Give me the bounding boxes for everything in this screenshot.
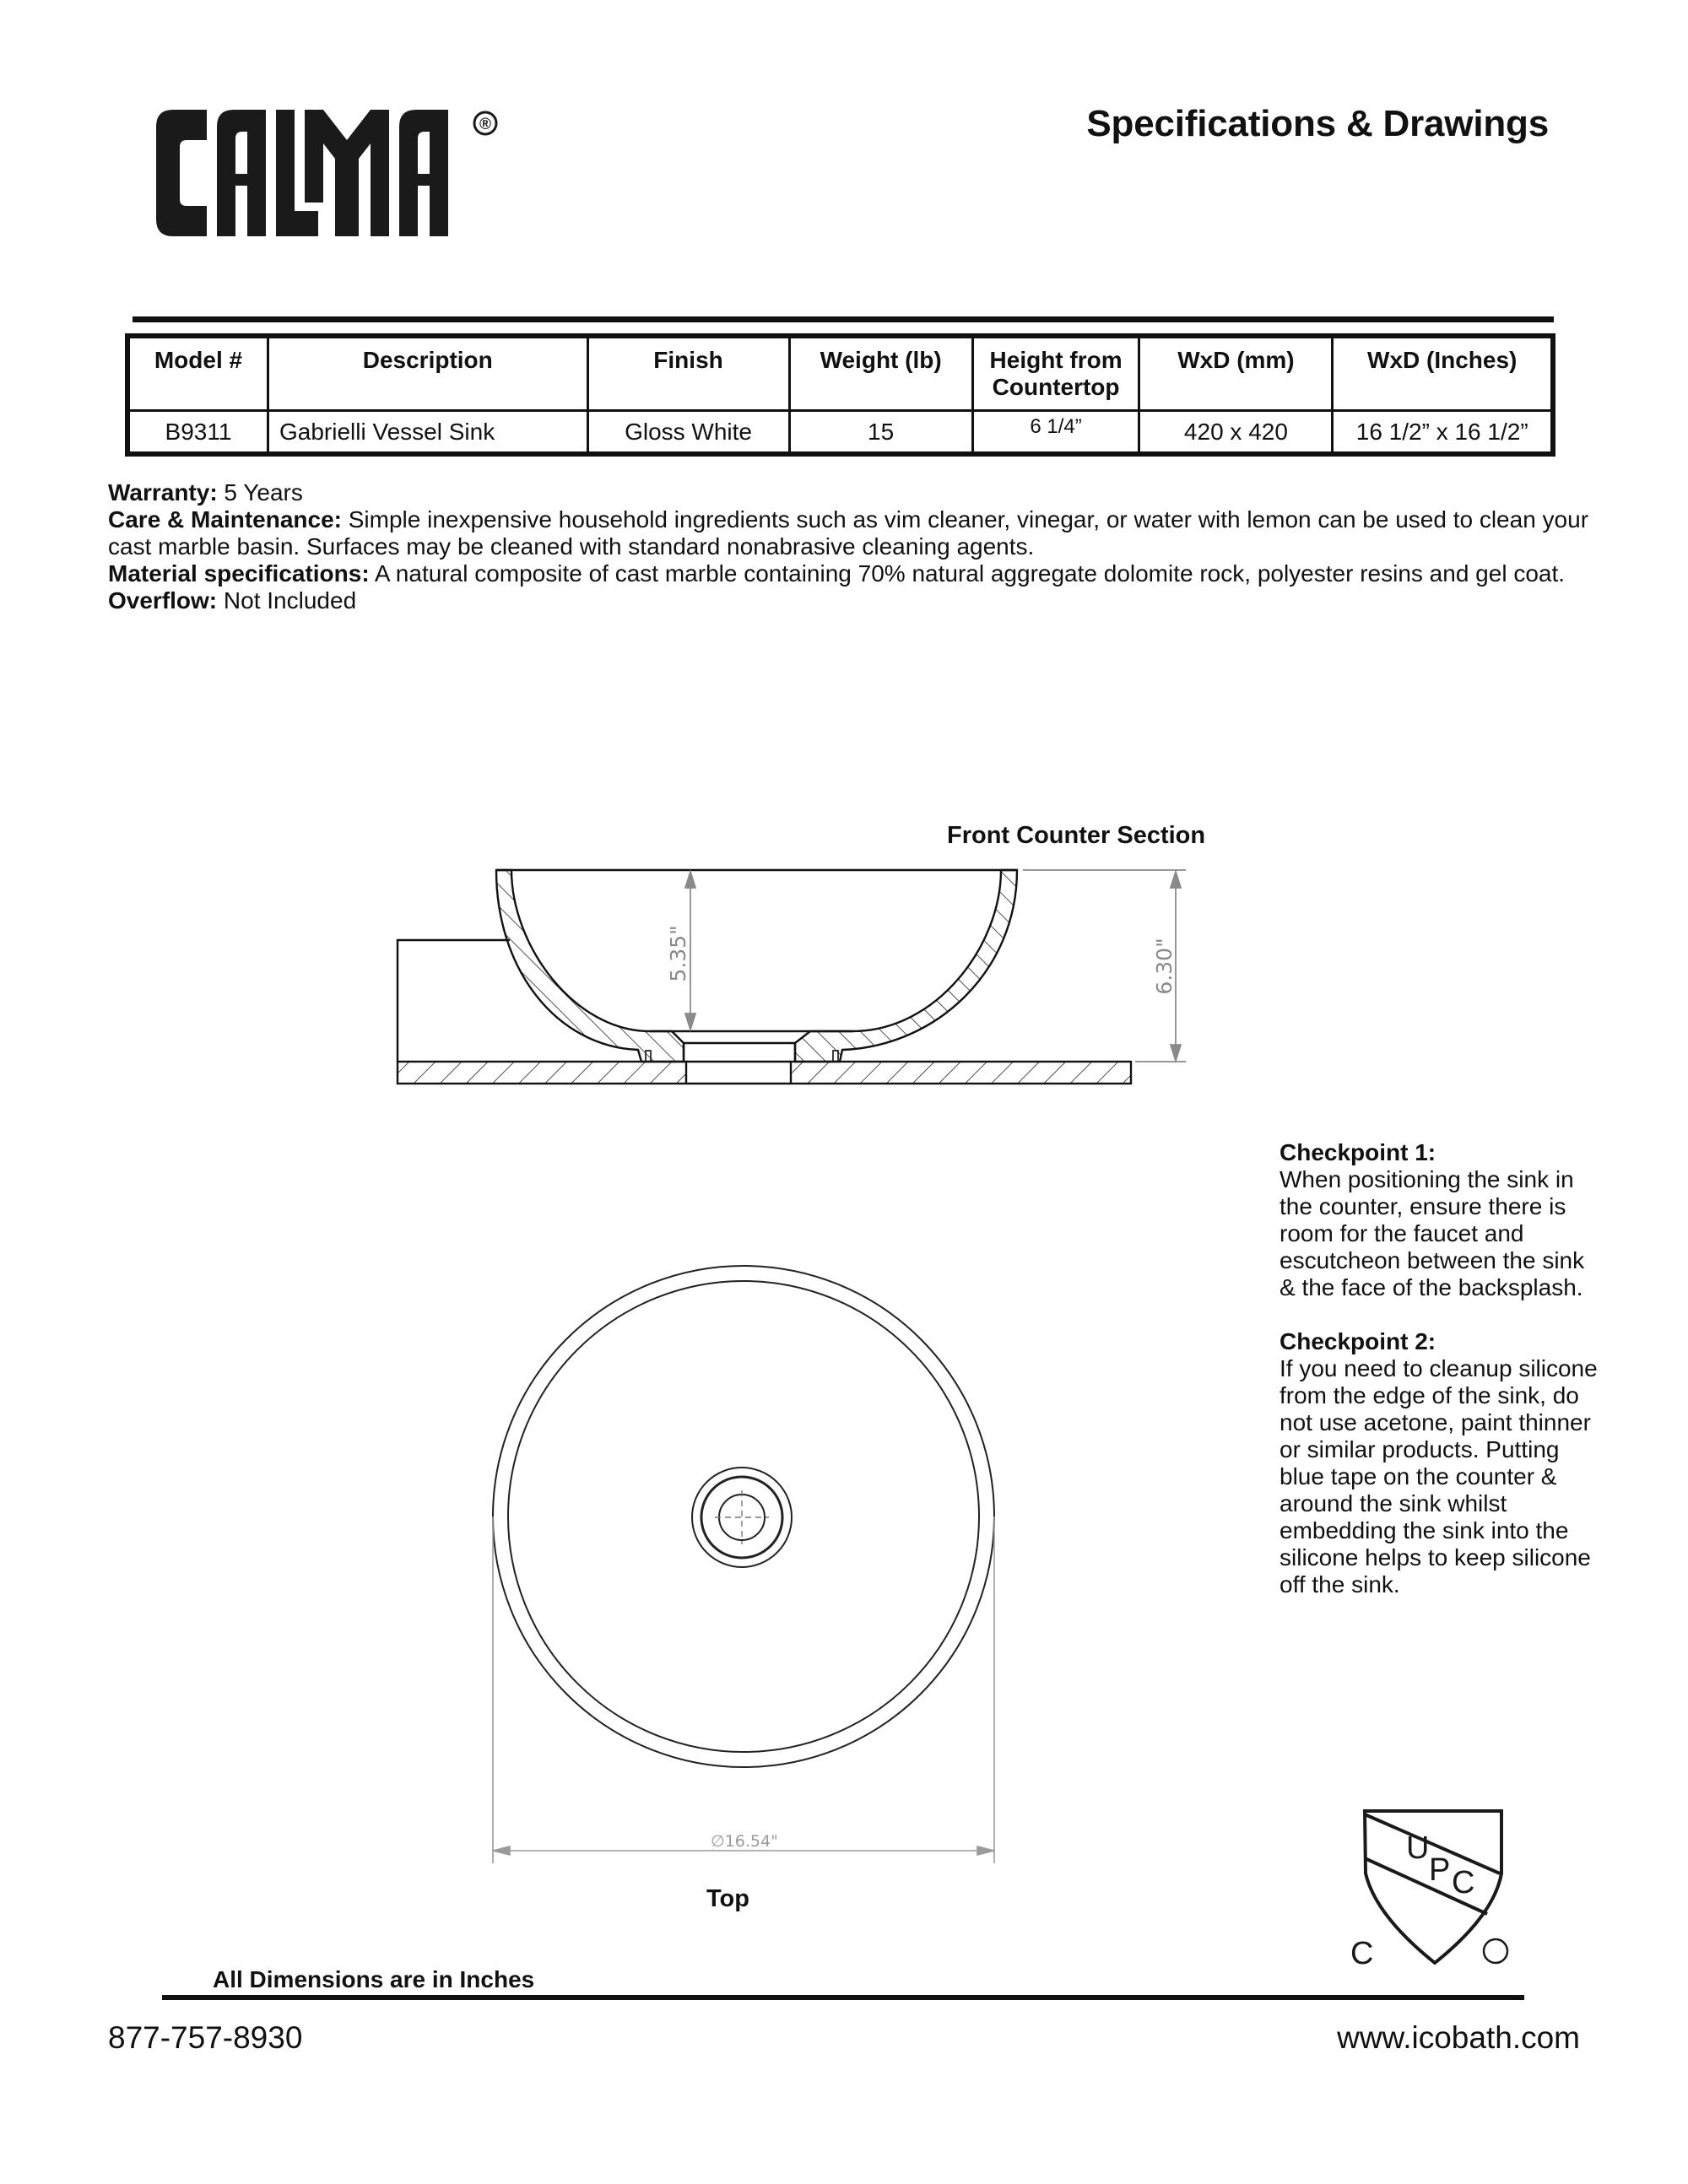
countertop-left bbox=[398, 1062, 686, 1084]
column-header: WxD (Inches) bbox=[1333, 336, 1553, 410]
material-label: Material specifications: bbox=[108, 560, 370, 587]
dimension-overall-height-label: 6.30" bbox=[1152, 938, 1177, 995]
svg-text:P: P bbox=[1429, 1852, 1451, 1888]
cupc-certification-icon bbox=[1325, 1797, 1519, 1966]
backsplash bbox=[398, 940, 510, 1062]
care-value: Simple inexpensive household ingredients such as vim cleaner, vinegar, or water with lemon can be used to clean your cast marble basin. Surfaces may be cleaned with standard nonabrasive cleaning agents. bbox=[108, 506, 1589, 560]
column-header: Model # bbox=[127, 336, 268, 410]
top-view-drawing bbox=[493, 1266, 994, 1767]
website-link[interactable]: www.icobath.com bbox=[1337, 2020, 1580, 2055]
wxd-inches-cell: 16 1/2” x 16 1/2” bbox=[1333, 410, 1553, 454]
column-header: Description bbox=[268, 336, 587, 410]
svg-text:®: ® bbox=[479, 116, 491, 133]
section-drawing-label: Front Counter Section bbox=[947, 822, 1206, 849]
svg-text:U: U bbox=[1406, 1830, 1430, 1866]
overflow-label: Overflow: bbox=[108, 587, 218, 614]
section-drawing bbox=[398, 870, 1131, 1084]
bowl-wall-right bbox=[795, 870, 1017, 1062]
checkpoint-text: If you need to cleanup silicone from the edge of the sink, do not use acetone, paint thinner or similar products. Putting blue tape on the counter & around the sink whilst embedding the sink into the silicone helps to keep silicone off the sink. bbox=[1280, 1355, 1598, 1597]
height-cell: 6 1/4” bbox=[972, 410, 1139, 454]
checkpoint-1 bbox=[1280, 1139, 1600, 1301]
warranty-label: Warranty: bbox=[108, 479, 218, 505]
checkpoint-text: When positioning the sink in the counter, ensure there is room for the faucet and escutcheon between the sink & the face of the backsplash. bbox=[1280, 1166, 1585, 1300]
countertop-right bbox=[791, 1062, 1131, 1084]
svg-text:C: C bbox=[1350, 1936, 1374, 1966]
model-cell: B9311 bbox=[127, 410, 268, 454]
material-value: A natural composite of cast marble containing 70% natural aggregate dolomite rock, polyester resins and gel coat. bbox=[374, 560, 1566, 587]
finish-cell: Gloss White bbox=[587, 410, 789, 454]
column-header: Finish bbox=[587, 336, 789, 410]
overflow-value: Not Included bbox=[223, 587, 357, 614]
dimension-diameter-label: ∅16.54" bbox=[711, 1832, 778, 1851]
outer-rim bbox=[493, 1266, 994, 1767]
checkpoint-2 bbox=[1280, 1328, 1600, 1598]
warranty-value: 5 Years bbox=[217, 479, 303, 505]
inner-rim bbox=[508, 1281, 979, 1752]
svg-text:C: C bbox=[1452, 1865, 1475, 1900]
phone-number: 877-757-8930 bbox=[108, 2020, 303, 2055]
column-header: Weight (lb) bbox=[789, 336, 972, 410]
dimension-diameter bbox=[493, 1516, 994, 1863]
footer-divider bbox=[162, 1995, 1524, 2000]
page-title: Specifications & Drawings bbox=[1086, 103, 1549, 144]
weight-cell: 15 bbox=[789, 410, 972, 454]
description-cell: Gabrielli Vessel Sink bbox=[268, 410, 587, 454]
checkpoint-title: Checkpoint 2: bbox=[1280, 1328, 1436, 1354]
drain-flange bbox=[701, 1477, 782, 1558]
care-label: Care & Maintenance: bbox=[108, 506, 342, 532]
checkpoint-title: Checkpoint 1: bbox=[1280, 1139, 1436, 1165]
bowl-wall-left bbox=[496, 870, 684, 1062]
drain-outer bbox=[692, 1468, 792, 1567]
dimension-inner-depth-label: 5.35" bbox=[666, 925, 690, 982]
top-drawing-label: Top bbox=[706, 1885, 749, 1912]
column-header: Height from Countertop bbox=[972, 336, 1139, 410]
wxd-mm-cell: 420 x 420 bbox=[1139, 410, 1333, 454]
dimensions-note: All Dimensions are in Inches bbox=[213, 1966, 535, 1992]
column-header: WxD (mm) bbox=[1139, 336, 1333, 410]
installation-checkpoints bbox=[1280, 1139, 1600, 1625]
